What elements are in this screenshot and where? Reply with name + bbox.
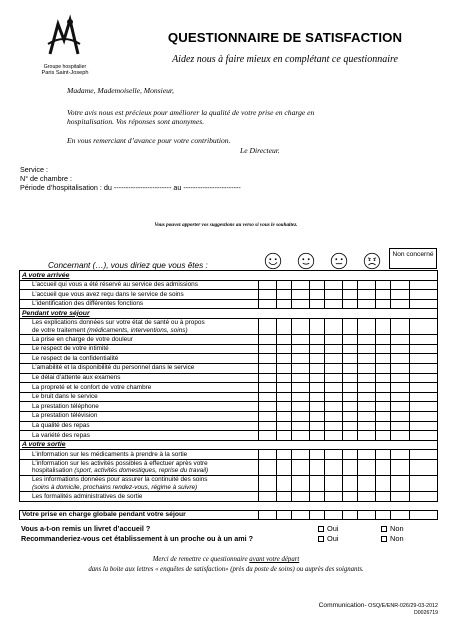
rating-cell[interactable] bbox=[343, 492, 358, 502]
rating-cell[interactable] bbox=[310, 402, 325, 412]
rating-cell[interactable] bbox=[410, 344, 438, 354]
rating-cell[interactable] bbox=[292, 363, 310, 373]
rating-cell[interactable] bbox=[259, 450, 277, 460]
rating-cell[interactable] bbox=[391, 459, 410, 475]
question-recommend: Recommanderiez-vous cet établissement à un proche ou à un ami ? bbox=[21, 534, 254, 543]
global-care-row bbox=[20, 510, 438, 520]
rating-cell[interactable] bbox=[292, 299, 310, 309]
rating-cell[interactable] bbox=[325, 476, 343, 492]
rating-cell[interactable] bbox=[410, 373, 438, 383]
rating-cell[interactable] bbox=[292, 492, 310, 502]
rating-cell[interactable] bbox=[292, 392, 310, 402]
rating-cell[interactable] bbox=[292, 421, 310, 431]
rating-cell[interactable] bbox=[410, 431, 438, 441]
rating-cell[interactable] bbox=[410, 290, 438, 300]
rating-cell[interactable] bbox=[310, 280, 325, 290]
rating-cell[interactable] bbox=[343, 459, 358, 475]
rating-cell[interactable] bbox=[292, 411, 310, 421]
letter-signature: Le Directeur. bbox=[240, 146, 280, 155]
spacer bbox=[20, 501, 438, 510]
rating-cell[interactable] bbox=[259, 476, 277, 492]
table-row bbox=[20, 411, 438, 421]
rating-cell[interactable] bbox=[410, 299, 438, 309]
rating-cell[interactable] bbox=[259, 421, 277, 431]
criterion-label: L’information sur les médicaments à prendre à la sortie bbox=[20, 450, 259, 460]
rating-cell[interactable] bbox=[277, 421, 292, 431]
criterion-label: L’amabilité et la disponibilité du personnel dans le service bbox=[20, 363, 259, 373]
rating-cell[interactable] bbox=[277, 383, 292, 393]
rating-cell[interactable] bbox=[292, 373, 310, 383]
rating-cell[interactable] bbox=[325, 354, 343, 364]
checkbox-icon[interactable] bbox=[318, 526, 324, 532]
rating-cell[interactable] bbox=[343, 363, 358, 373]
rating-cell[interactable] bbox=[343, 318, 358, 334]
rating-cell[interactable] bbox=[391, 318, 410, 334]
rating-cell[interactable] bbox=[277, 392, 292, 402]
page-title: QUESTIONNAIRE DE SATISFACTION bbox=[167, 30, 403, 45]
table-row bbox=[20, 421, 438, 431]
rating-cell[interactable] bbox=[310, 354, 325, 364]
rating-cell[interactable] bbox=[358, 411, 376, 421]
rating-cell[interactable] bbox=[292, 318, 310, 334]
rating-cell[interactable] bbox=[376, 492, 391, 502]
rating-cell[interactable] bbox=[391, 402, 410, 412]
rating-cell[interactable] bbox=[376, 459, 391, 475]
thanks-line-2: dans la boite aux lettres « enquêtes de satisfaction» (près du poste de soins) ou auprès des soignants. bbox=[88, 566, 364, 573]
rating-cell[interactable] bbox=[259, 392, 277, 402]
section-header-row bbox=[20, 309, 438, 319]
rating-cell[interactable] bbox=[410, 383, 438, 393]
rating-cell[interactable] bbox=[292, 402, 310, 412]
rating-cell[interactable] bbox=[292, 335, 310, 345]
rating-cell[interactable] bbox=[376, 290, 391, 300]
table-row bbox=[20, 392, 438, 402]
criterion-label: Les formalités administratives de sortie bbox=[20, 492, 259, 502]
rating-cell[interactable] bbox=[277, 354, 292, 364]
rating-cell[interactable] bbox=[292, 383, 310, 393]
rating-cell[interactable] bbox=[410, 402, 438, 412]
rating-cell[interactable] bbox=[310, 450, 325, 460]
rating-cell[interactable] bbox=[292, 344, 310, 354]
criterion-label: Le respect de la confidentialité bbox=[20, 354, 259, 364]
rating-cell[interactable] bbox=[343, 280, 358, 290]
rating-cell[interactable] bbox=[358, 421, 376, 431]
rating-cell[interactable] bbox=[358, 363, 376, 373]
rating-cell[interactable] bbox=[310, 476, 325, 492]
rating-cell[interactable] bbox=[391, 392, 410, 402]
rating-cell[interactable] bbox=[325, 299, 343, 309]
rating-cell[interactable] bbox=[277, 363, 292, 373]
rating-cell[interactable] bbox=[310, 318, 325, 334]
table-row bbox=[20, 431, 438, 441]
table-row bbox=[20, 335, 438, 345]
rating-cell[interactable] bbox=[391, 335, 410, 345]
rating-cell[interactable] bbox=[410, 318, 438, 334]
rating-cell[interactable] bbox=[358, 290, 376, 300]
rating-cell[interactable] bbox=[277, 431, 292, 441]
table-row bbox=[20, 402, 438, 412]
page-subtitle: Aidez nous à faire mieux en complétant ce questionnaire bbox=[172, 54, 398, 65]
rating-cell[interactable] bbox=[343, 290, 358, 300]
table-row bbox=[20, 280, 438, 290]
dissatisfied-face-icon bbox=[330, 252, 348, 270]
rating-cell[interactable] bbox=[310, 392, 325, 402]
rating-cell[interactable] bbox=[310, 431, 325, 441]
rating-cell[interactable] bbox=[358, 392, 376, 402]
footer-document-id: D0026719 bbox=[414, 610, 438, 616]
rating-cell[interactable] bbox=[391, 280, 410, 290]
table-row bbox=[20, 476, 438, 492]
rating-cell[interactable] bbox=[410, 421, 438, 431]
table-row bbox=[20, 290, 438, 300]
rating-cell[interactable] bbox=[325, 492, 343, 502]
criterion-label: La qualité des repas bbox=[20, 421, 259, 431]
rating-cell[interactable] bbox=[277, 290, 292, 300]
rating-cell[interactable] bbox=[358, 318, 376, 334]
rating-cell[interactable] bbox=[325, 421, 343, 431]
rating-cell[interactable] bbox=[376, 431, 391, 441]
rating-cell[interactable] bbox=[358, 402, 376, 412]
table-row bbox=[20, 363, 438, 373]
rating-cell[interactable] bbox=[343, 354, 358, 364]
rating-cell[interactable] bbox=[391, 299, 410, 309]
criterion-label: L’identification des différentes fonctions bbox=[20, 299, 259, 309]
rating-cell[interactable] bbox=[277, 299, 292, 309]
rating-cell[interactable] bbox=[292, 431, 310, 441]
table-row bbox=[20, 450, 438, 460]
rating-cell[interactable] bbox=[259, 290, 277, 300]
letter-paragraph-2: En vous remerciant d’avance pour votre contribution. bbox=[67, 136, 231, 145]
rating-cell[interactable] bbox=[376, 411, 391, 421]
rating-cell[interactable] bbox=[376, 373, 391, 383]
satisfied-face-icon bbox=[297, 252, 315, 270]
rating-cell[interactable] bbox=[376, 354, 391, 364]
rating-cell[interactable] bbox=[310, 335, 325, 345]
rating-cell[interactable] bbox=[310, 299, 325, 309]
rating-cell[interactable] bbox=[358, 354, 376, 364]
rating-cell[interactable] bbox=[277, 335, 292, 345]
not-concerned-header: Non concerné bbox=[389, 248, 437, 269]
rating-cell[interactable] bbox=[376, 335, 391, 345]
rating-cell[interactable] bbox=[358, 373, 376, 383]
logo-line-2: Paris Saint-Joseph bbox=[41, 70, 89, 76]
rating-cell[interactable] bbox=[343, 510, 358, 520]
rating-cell[interactable] bbox=[277, 492, 292, 502]
rating-cell[interactable] bbox=[259, 383, 277, 393]
rating-cell[interactable] bbox=[259, 492, 277, 502]
rating-cell[interactable] bbox=[277, 510, 292, 520]
checkbox-icon[interactable] bbox=[318, 536, 324, 542]
very-dissatisfied-face-icon bbox=[363, 252, 381, 270]
rating-cell[interactable] bbox=[358, 459, 376, 475]
rating-cell[interactable] bbox=[277, 459, 292, 475]
rating-cell[interactable] bbox=[325, 510, 343, 520]
rating-cell[interactable] bbox=[325, 344, 343, 354]
criterion-label: Le bruit dans le service bbox=[20, 392, 259, 402]
rating-cell[interactable] bbox=[391, 492, 410, 502]
rating-cell[interactable] bbox=[376, 383, 391, 393]
table-row bbox=[20, 318, 438, 334]
rating-cell[interactable] bbox=[376, 450, 391, 460]
rating-cell[interactable] bbox=[410, 492, 438, 502]
rating-cell[interactable] bbox=[325, 411, 343, 421]
rating-cell[interactable] bbox=[325, 290, 343, 300]
table-row bbox=[20, 299, 438, 309]
rating-cell[interactable] bbox=[310, 510, 325, 520]
section-title: A votre arrivée bbox=[20, 271, 438, 281]
rating-cell[interactable] bbox=[259, 510, 277, 520]
rating-cell[interactable] bbox=[310, 373, 325, 383]
rating-cell[interactable] bbox=[325, 459, 343, 475]
rating-cell[interactable] bbox=[358, 476, 376, 492]
recommend-yes[interactable]: Oui bbox=[318, 534, 339, 543]
table-row bbox=[20, 492, 438, 502]
hospital-logo bbox=[26, 14, 104, 86]
rating-cell[interactable] bbox=[376, 402, 391, 412]
criterion-label: Le délai d’attente aux examens bbox=[20, 373, 259, 383]
recommend-no[interactable]: Non bbox=[381, 534, 404, 543]
rating-cell[interactable] bbox=[376, 299, 391, 309]
criterion-label: L’information sur les activités possibles à effectuer après votre hospitalisation (sport, activités domestiques, reprise du travail) bbox=[20, 459, 259, 475]
rating-cell[interactable] bbox=[391, 510, 410, 520]
rating-cell[interactable] bbox=[292, 290, 310, 300]
rating-cell[interactable] bbox=[310, 383, 325, 393]
table-row bbox=[20, 354, 438, 364]
rating-cell[interactable] bbox=[410, 335, 438, 345]
table-row bbox=[20, 459, 438, 475]
rating-cell[interactable] bbox=[358, 344, 376, 354]
suggestion-note: Vous pouvez apporter vos suggestions au verso si vous le souhaitez. bbox=[154, 222, 298, 228]
rating-cell[interactable] bbox=[391, 476, 410, 492]
rating-cell[interactable] bbox=[259, 299, 277, 309]
rating-cell[interactable] bbox=[410, 363, 438, 373]
rating-cell[interactable] bbox=[259, 411, 277, 421]
satisfaction-table bbox=[19, 270, 438, 520]
rating-cell[interactable] bbox=[343, 392, 358, 402]
criterion-label: Les informations données pour assurer la continuité des soins (soins à domicile, prochains rendez-vous, régime à suivre) bbox=[20, 476, 259, 492]
rating-cell[interactable] bbox=[343, 344, 358, 354]
rating-cell[interactable] bbox=[325, 383, 343, 393]
rating-cell[interactable] bbox=[292, 510, 310, 520]
footer-reference: Communication- OSQ/E/ENR-026/29-03-2012 bbox=[318, 602, 438, 609]
criterion-label: La prise en charge de votre douleur bbox=[20, 335, 259, 345]
rating-cell[interactable] bbox=[343, 373, 358, 383]
rating-cell[interactable] bbox=[277, 450, 292, 460]
rating-cell[interactable] bbox=[391, 450, 410, 460]
section-header-row bbox=[20, 440, 438, 450]
rating-cell[interactable] bbox=[259, 344, 277, 354]
rating-cell[interactable] bbox=[410, 354, 438, 364]
rating-cell[interactable] bbox=[358, 383, 376, 393]
rating-cell[interactable] bbox=[277, 344, 292, 354]
rating-cell[interactable] bbox=[343, 431, 358, 441]
rating-cell[interactable] bbox=[259, 354, 277, 364]
rating-cell[interactable] bbox=[358, 510, 376, 520]
criterion-label: La prestation téléphone bbox=[20, 402, 259, 412]
rating-cell[interactable] bbox=[310, 492, 325, 502]
criterion-label: La variété des repas bbox=[20, 431, 259, 441]
rating-cell[interactable] bbox=[391, 431, 410, 441]
rating-cell[interactable] bbox=[310, 344, 325, 354]
rating-cell[interactable] bbox=[343, 383, 358, 393]
rating-cell[interactable] bbox=[410, 450, 438, 460]
rating-cell[interactable] bbox=[391, 363, 410, 373]
rating-cell[interactable] bbox=[391, 290, 410, 300]
rating-cell[interactable] bbox=[259, 459, 277, 475]
rating-cell[interactable] bbox=[410, 280, 438, 290]
rating-cell[interactable] bbox=[310, 459, 325, 475]
rating-cell[interactable] bbox=[358, 492, 376, 502]
rating-cell[interactable] bbox=[292, 476, 310, 492]
rating-cell[interactable] bbox=[376, 318, 391, 334]
rating-cell[interactable] bbox=[391, 421, 410, 431]
rating-cell[interactable] bbox=[343, 299, 358, 309]
room-number-field[interactable]: N° de chambre : bbox=[20, 174, 73, 183]
rating-cell[interactable] bbox=[292, 450, 310, 460]
rating-cell[interactable] bbox=[358, 280, 376, 290]
criterion-label: L’accueil que vous avez reçu dans le service de soins bbox=[20, 290, 259, 300]
rating-cell[interactable] bbox=[259, 335, 277, 345]
rating-cell[interactable] bbox=[292, 459, 310, 475]
checkbox-icon[interactable] bbox=[381, 526, 387, 532]
rating-cell[interactable] bbox=[391, 354, 410, 364]
rating-cell[interactable] bbox=[277, 476, 292, 492]
rating-cell[interactable] bbox=[376, 280, 391, 290]
rating-cell[interactable] bbox=[358, 450, 376, 460]
letter-greeting: Madame, Mademoiselle, Monsieur, bbox=[67, 86, 174, 95]
rating-cell[interactable] bbox=[310, 290, 325, 300]
rating-cell[interactable] bbox=[358, 431, 376, 441]
rating-cell[interactable] bbox=[292, 280, 310, 290]
rating-cell[interactable] bbox=[325, 318, 343, 334]
rating-cell[interactable] bbox=[410, 459, 438, 475]
service-field[interactable]: Service : bbox=[20, 165, 48, 174]
rating-cell[interactable] bbox=[358, 335, 376, 345]
rating-cell[interactable] bbox=[410, 411, 438, 421]
rating-cell[interactable] bbox=[277, 373, 292, 383]
rating-cell[interactable] bbox=[376, 344, 391, 354]
rating-cell[interactable] bbox=[325, 392, 343, 402]
rating-cell[interactable] bbox=[292, 354, 310, 364]
rating-cell[interactable] bbox=[325, 431, 343, 441]
rating-cell[interactable] bbox=[277, 402, 292, 412]
criterion-label: La propreté et le confort de votre chambre bbox=[20, 383, 259, 393]
rating-cell[interactable] bbox=[343, 421, 358, 431]
rating-cell[interactable] bbox=[259, 363, 277, 373]
rating-cell[interactable] bbox=[391, 383, 410, 393]
global-care-label: Votre prise en charge globale pendant votre séjour bbox=[20, 510, 259, 520]
rating-cell[interactable] bbox=[325, 280, 343, 290]
rating-cell[interactable] bbox=[391, 344, 410, 354]
rating-cell[interactable] bbox=[410, 392, 438, 402]
rating-cell[interactable] bbox=[410, 510, 438, 520]
rating-cell[interactable] bbox=[310, 421, 325, 431]
table-row bbox=[20, 344, 438, 354]
table-row bbox=[20, 373, 438, 383]
rating-cell[interactable] bbox=[343, 402, 358, 412]
spacer-row bbox=[20, 501, 438, 510]
criterion-label: Les explications données sur votre état de santé ou à propos de votre traitement (médicaments, interventions, soins) bbox=[20, 318, 259, 334]
criterion-label: Le respect de votre intimité bbox=[20, 344, 259, 354]
rating-cell[interactable] bbox=[343, 411, 358, 421]
letter-paragraph-1: Votre avis nous est précieux pour améliorer la qualité de votre prise en charge en hospitalisation. Vos réponses sont anonymes. bbox=[67, 108, 315, 126]
hospitalisation-period-field[interactable]: Période d’hospitalisation : du ------------------------ au ------------------------ bbox=[20, 183, 241, 192]
rating-cell[interactable] bbox=[310, 363, 325, 373]
rating-cell[interactable] bbox=[376, 510, 391, 520]
welcome-booklet-yes[interactable]: Oui bbox=[318, 524, 339, 533]
very-satisfied-face-icon bbox=[264, 252, 282, 270]
rating-cell[interactable] bbox=[277, 280, 292, 290]
criterion-label: La prestation télévision bbox=[20, 411, 259, 421]
rating-cell[interactable] bbox=[325, 335, 343, 345]
rating-cell[interactable] bbox=[259, 431, 277, 441]
rating-cell[interactable] bbox=[259, 280, 277, 290]
rating-cell[interactable] bbox=[343, 335, 358, 345]
logo-line-1: Groupe hospitalier bbox=[43, 64, 87, 70]
rating-cell[interactable] bbox=[376, 363, 391, 373]
rating-cell[interactable] bbox=[410, 476, 438, 492]
logo-emblem-icon bbox=[44, 14, 84, 60]
section-title: A votre sortie bbox=[20, 440, 438, 450]
criterion-label: L’accueil qui vous a été réservé au service des admissions bbox=[20, 280, 259, 290]
rating-cell[interactable] bbox=[343, 476, 358, 492]
rating-cell[interactable] bbox=[376, 476, 391, 492]
section-title: Pendant votre séjour bbox=[20, 309, 438, 319]
rating-cell[interactable] bbox=[259, 373, 277, 383]
rating-cell[interactable] bbox=[325, 373, 343, 383]
checkbox-icon[interactable] bbox=[381, 536, 387, 542]
thanks-line-1: Merci de remettre ce questionnaire avant votre départ bbox=[152, 556, 300, 563]
section-header-row bbox=[20, 271, 438, 281]
table-row bbox=[20, 383, 438, 393]
rating-cell[interactable] bbox=[391, 411, 410, 421]
rating-cell[interactable] bbox=[259, 318, 277, 334]
rating-cell[interactable] bbox=[277, 318, 292, 334]
rating-cell[interactable] bbox=[343, 450, 358, 460]
rating-cell[interactable] bbox=[325, 402, 343, 412]
rating-cell[interactable] bbox=[277, 411, 292, 421]
welcome-booklet-no[interactable]: Non bbox=[381, 524, 404, 533]
rating-cell[interactable] bbox=[376, 421, 391, 431]
rating-cell[interactable] bbox=[391, 373, 410, 383]
rating-prompt: Concernant (…), vous diriez que vous êtes : bbox=[48, 261, 208, 270]
rating-cell[interactable] bbox=[310, 411, 325, 421]
question-welcome-booklet: Vous a-t-on remis un livret d’accueil ? bbox=[21, 524, 151, 533]
rating-cell[interactable] bbox=[376, 392, 391, 402]
rating-cell[interactable] bbox=[325, 450, 343, 460]
rating-cell[interactable] bbox=[325, 363, 343, 373]
rating-cell[interactable] bbox=[358, 299, 376, 309]
rating-cell[interactable] bbox=[259, 402, 277, 412]
